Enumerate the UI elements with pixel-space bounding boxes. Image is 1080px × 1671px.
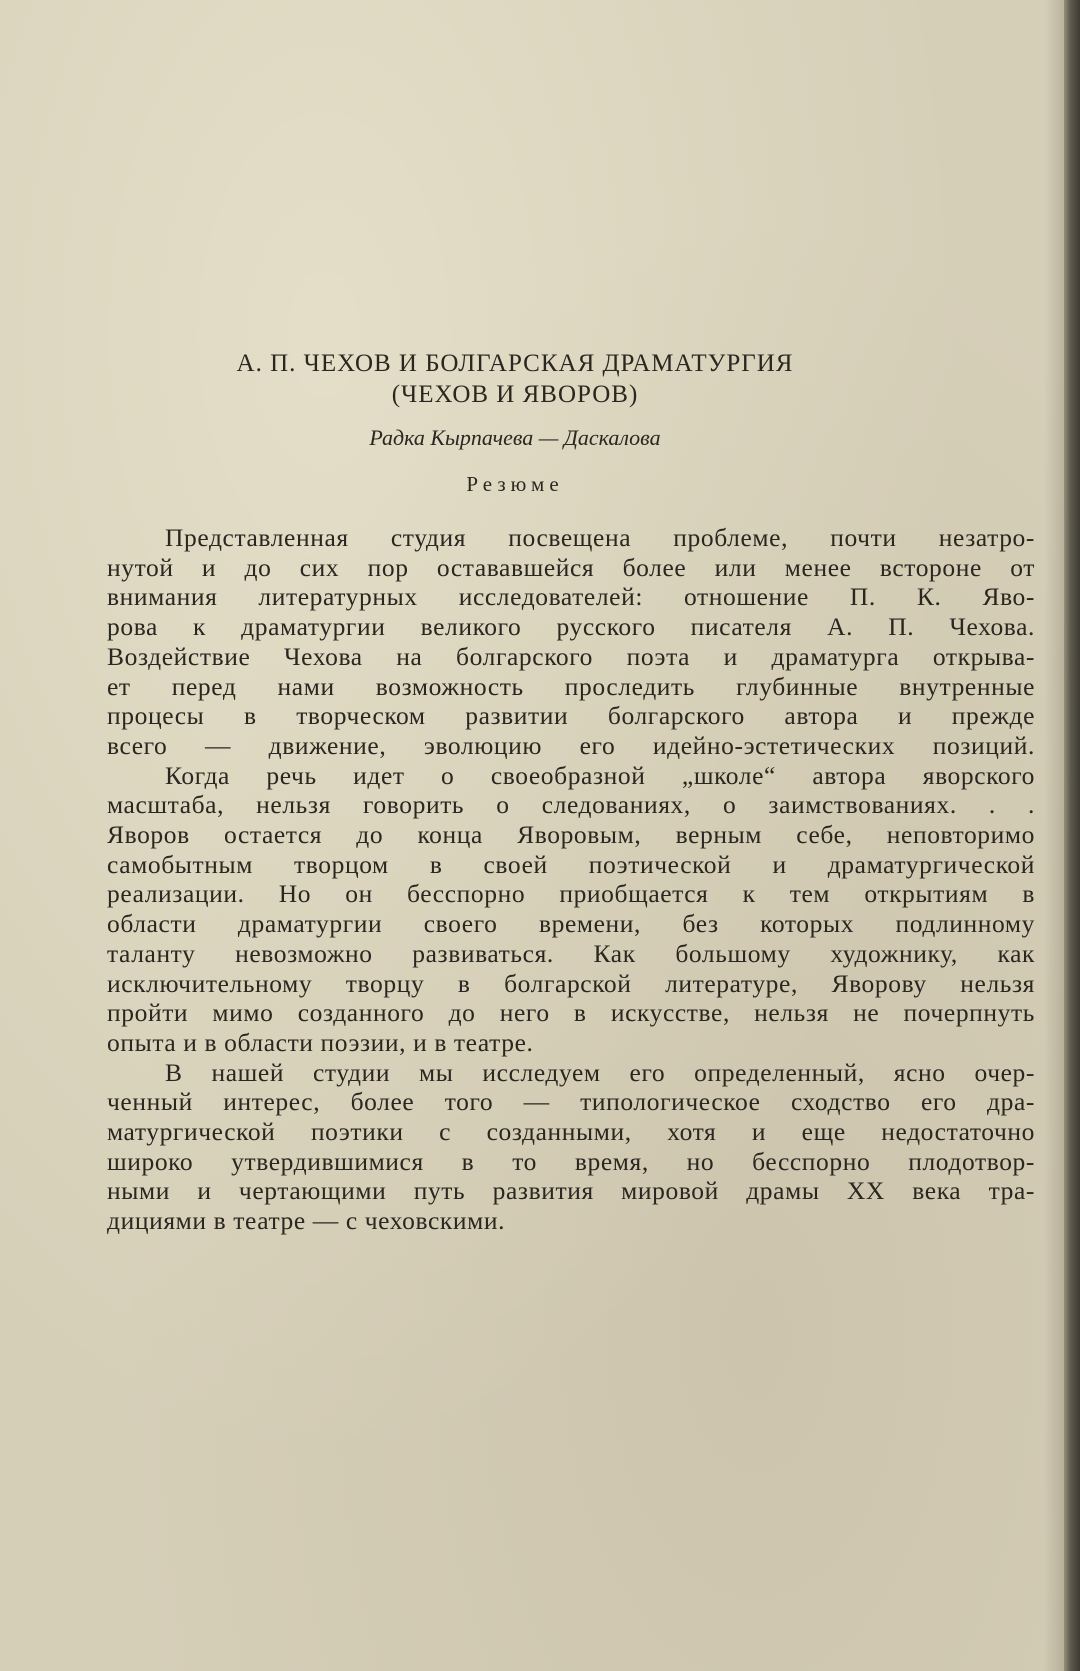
text-line: пройти мимо созданного до него в искусстве, нельзя не почерпнуть [107, 998, 1035, 1028]
text-line: матургической поэтики с созданными, хотя и еще недостаточно [107, 1117, 1035, 1147]
page-gutter-shadow [1044, 0, 1064, 1671]
text-line: области драматургии своего времени, без которых подлинному [107, 909, 1035, 939]
text-line: Когда речь идет о своеобразной „школе“ автора яворского [165, 760, 1035, 790]
text-line: ченный интерес, более того — типологическое сходство его дра- [107, 1087, 1035, 1117]
text-line: В нашей студии мы исследуем его определенный, ясно очер- [165, 1057, 1035, 1087]
text-line: таланту невозможно развиваться. Как большому художнику, как [107, 938, 1035, 968]
text-line: реализации. Но он бесспорно приобщается к тем открытиям в [107, 879, 1035, 909]
text-line: исключительному творцу в болгарской литературе, Яворову нельзя [107, 968, 1035, 998]
text-line: внимания литературных исследователей: отношение П. К. Яво- [107, 582, 1035, 612]
text-line: всего — движение, эволюцию его идейно-эстетических позиций. [107, 730, 1035, 760]
summary-body [107, 523, 1035, 1236]
text-line: широко утвердившимися в то время, но бесспорно плодотвор- [107, 1146, 1035, 1176]
text-line: Представленная студия посвещена проблеме, почти незатро- [165, 523, 1035, 552]
text-line: опыта и в области поэзии, и в театре. [107, 1027, 534, 1057]
book-spine-edge [1064, 0, 1080, 1671]
text-line: самобытным творцом в своей поэтической и драматургической [107, 849, 1035, 879]
text-line: ет перед нами возможность проследить глубинные внутренные [107, 671, 1035, 701]
text-line: ными и чертающими путь развития мировой драмы XX века тра- [107, 1176, 1035, 1206]
article-author: Радка Кырпачева — Даскалова [369, 425, 661, 450]
article-title-line-2: (ЧЕХОВ И ЯВОРОВ) [391, 381, 639, 408]
article-title-line-1: А. П. ЧЕХОВ И БОЛГАРСКАЯ ДРАМАТУРГИЯ [236, 350, 794, 377]
text-line: масштаба, нельзя говорить о следованиях, о заимствованиях. . . [107, 790, 1035, 820]
section-heading: Резюме [466, 472, 564, 496]
text-line: Яворов остается до конца Яворовым, верным себе, неповторимо [107, 820, 1035, 850]
article-title [120, 348, 910, 410]
text-line: Воздействие Чехова на болгарского поэта и драматурга открыва- [107, 641, 1035, 671]
text-line: нутой и до сих пор остававшейся более или менее встороне от [107, 552, 1035, 582]
text-line: рова к драматургии великого русского писателя А. П. Чехова. [107, 612, 1035, 642]
text-line: процесы в творческом развитии болгарского автора и прежде [107, 701, 1035, 731]
text-line: дициями в театре — с чеховскими. [107, 1206, 506, 1236]
